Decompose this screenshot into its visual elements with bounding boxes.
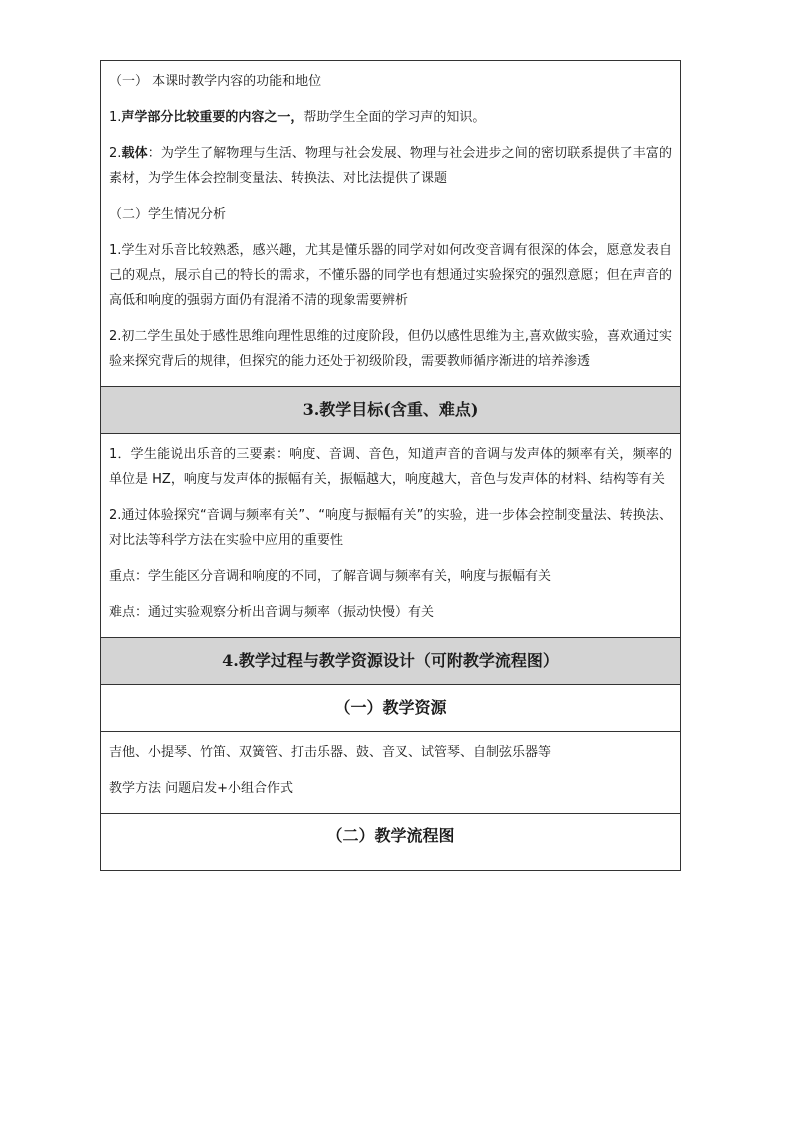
objectives-block xyxy=(101,433,680,637)
point-2-bold: 载体 xyxy=(121,146,148,161)
objectives-heading: 3.教学目标(含重、难点) xyxy=(101,386,680,433)
point-2-text: ：为学生了解物理与生活、物理与社会发展、物理与社会进步之间的密切联系提供了丰富的素材，为学生体会控制变量法、转换法、对比法提供了课题 xyxy=(109,146,672,186)
student-point-1: 1.学生对乐音比较熟悉，感兴趣，尤其是懂乐器的同学对如何改变音调有很深的体会，愿意发表自己的观点，展示自己的特长的需求，不懂乐器的同学也有想通过实验探究的强烈意愿；但在声音的高低和响度的强弱方面仍有混淆不清的现象需要辨析 xyxy=(109,243,672,308)
key-point: 重点：学生能区分音调和响度的不同，了解音调与频率有关，响度与振幅有关 xyxy=(109,569,552,584)
objective-2: 2.通过体验探究“音调与频率有关”、“响度与振幅有关”的实验，进一步体会控制变量法、转换法、对比法等科学方法在实验中应用的重要性 xyxy=(109,508,672,548)
objective-1: 1．学生能说出乐音的三要素：响度、音调、音色，知道声音的音调与发声体的频率有关，频率的单位是 HZ，响度与发声体的振幅有关，振幅越大，响度越大，音色与发声体的材料、结构等有关 xyxy=(109,447,672,487)
resources-list: 吉他、小提琴、竹笛、双簧管、打击乐器、鼓、音叉、试管琴、自制弦乐器等 xyxy=(109,745,552,760)
point-1-bold: 声学部分比较重要的内容之一， xyxy=(121,110,304,125)
point-2-number: 2. xyxy=(109,146,122,161)
resources-heading: （一）教学资源 xyxy=(101,684,680,731)
content-point-2 xyxy=(109,141,672,191)
content-analysis-block xyxy=(101,61,680,386)
process-heading: 4.教学过程与教学资源设计（可附教学流程图） xyxy=(101,637,680,684)
student-point-2: 2.初二学生虽处于感性思维向理性思维的过度阶段，但仍以感性思维为主,喜欢做实验，喜欢通过实验来探究背后的规律，但探究的能力还处于初级阶段，需要教师循序渐进的培养渗透 xyxy=(109,329,672,369)
content-point-1 xyxy=(109,105,672,130)
flowchart-heading: （二）教学流程图 xyxy=(101,813,680,870)
resources-block xyxy=(101,731,680,813)
student-analysis-heading: （二）学生情况分析 xyxy=(109,207,227,222)
content-function-heading: （一） 本课时教学内容的功能和地位 xyxy=(109,74,322,89)
teaching-method: 教学方法 问题启发+小组合作式 xyxy=(109,781,294,796)
point-1-text: 帮助学生全面的学习声的知识。 xyxy=(303,110,486,125)
point-1-number: 1. xyxy=(109,110,122,125)
lesson-plan-table xyxy=(100,60,681,871)
difficult-point: 难点：通过实验观察分析出音调与频率（振动快慢）有关 xyxy=(109,605,435,620)
